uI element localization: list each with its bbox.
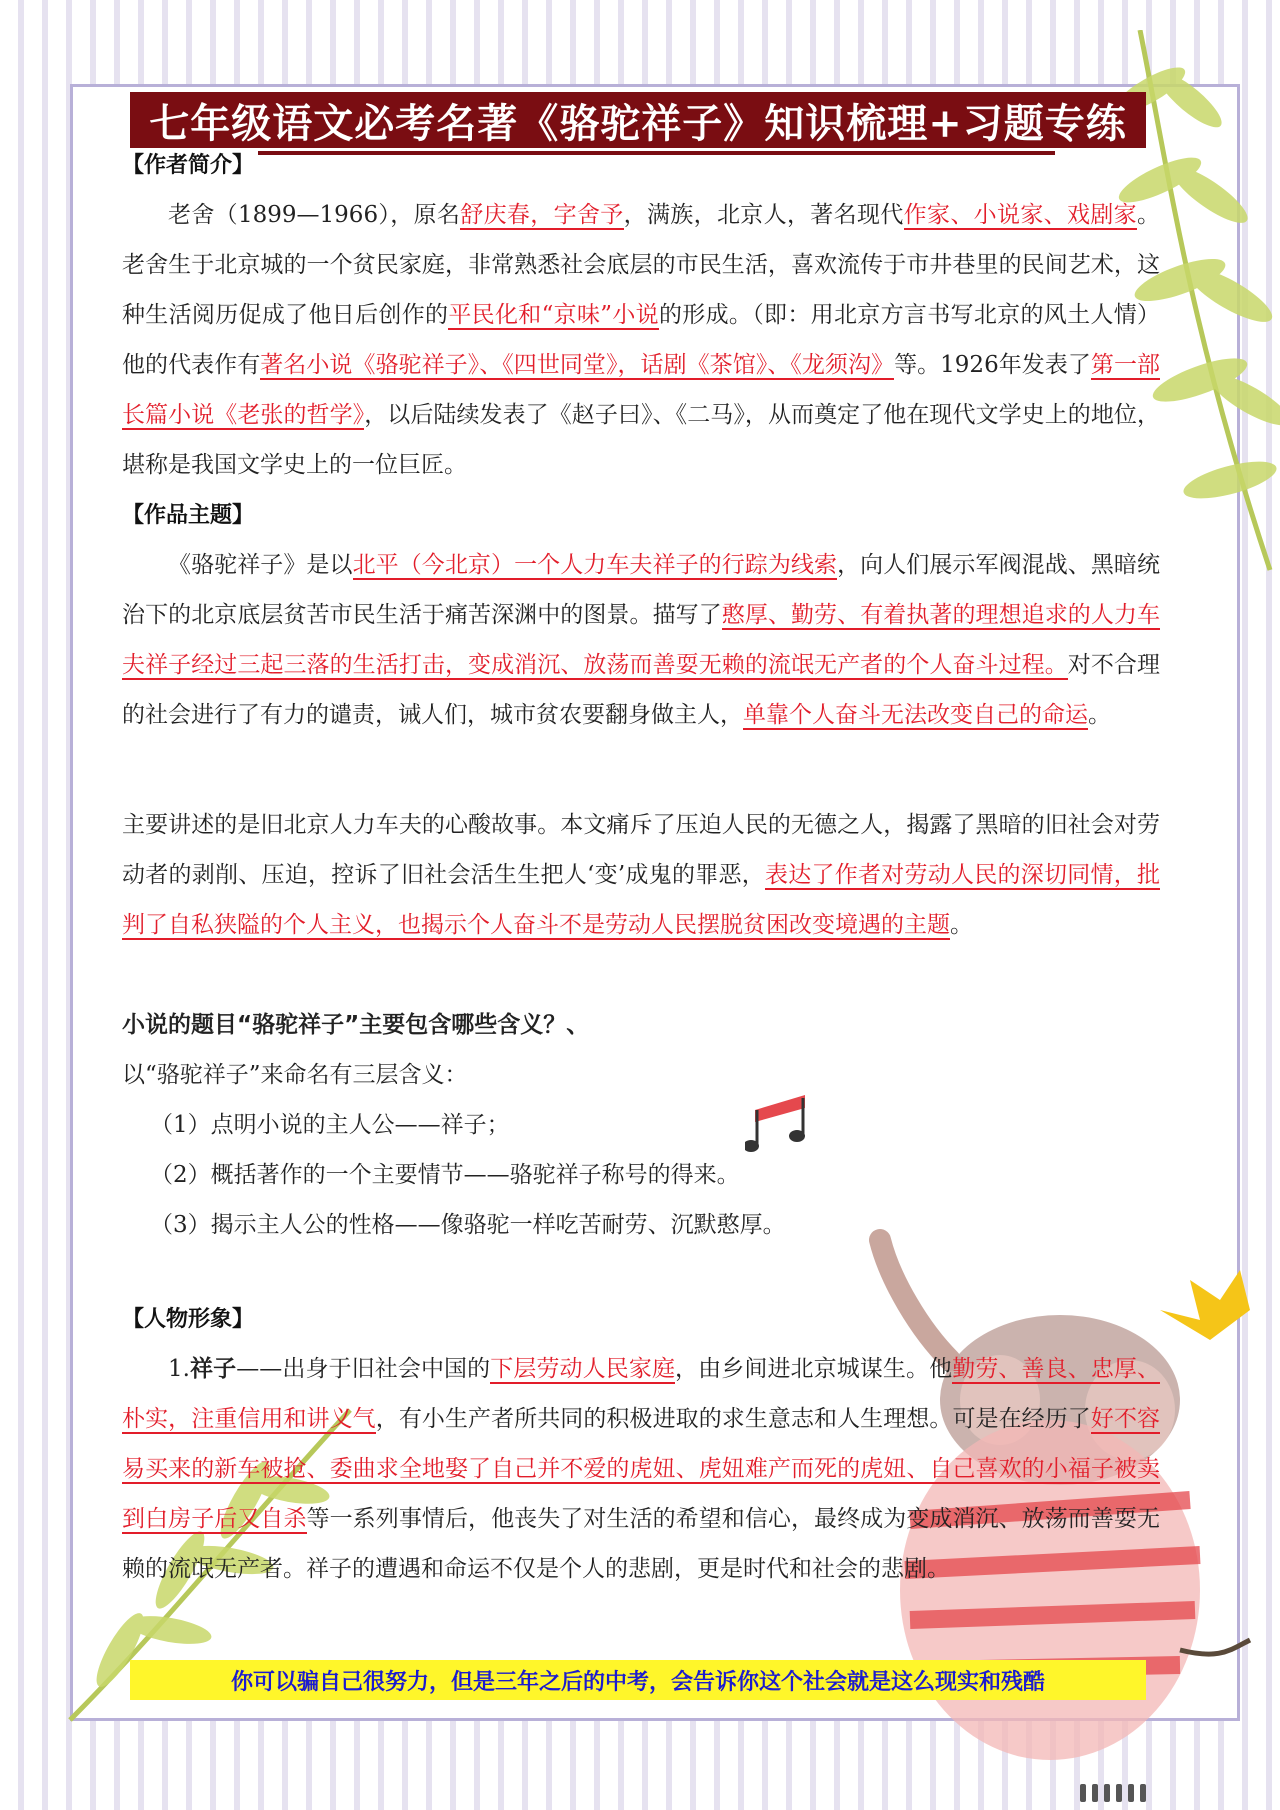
summary-paragraph (122, 800, 1160, 950)
answer-item: （2）概括著作的一个主要情节——骆驼祥子称号的得来。 (150, 1162, 740, 1188)
author-paragraph (122, 190, 1160, 490)
title-underline (122, 151, 1055, 155)
text-run: 。老舍生于北京城的一个贫民家庭，非常熟悉社会底层的市民生活，喜欢流传于市井巷里的民间艺术，这种生活阅历促成了他日后创作的 (122, 202, 1161, 328)
question-text: 小说的题目“骆驼祥子”主要包含哪些含义？、 (122, 1012, 590, 1038)
highlight-run: 作家、小说家、戏剧家 (903, 202, 1138, 228)
highlight-run: 下层劳动人民家庭 (490, 1356, 676, 1382)
text-run: ，以后陆续发表了《赵子曰》、《二马》，从而奠定了他在现代文学史上的地位，堪称是我国文学史上的一位巨匠。 (122, 402, 1161, 478)
text-run: 《骆驼祥子》是以 (168, 552, 353, 578)
text-run: 的形成。（即：用北京方言书写北京的风土人情）他的代表作有 (122, 302, 1161, 378)
section-author-heading: 【作者简介】 (122, 148, 258, 179)
text-run: 。 (1088, 702, 1111, 728)
text-run: ——出身于旧社会中国的 (236, 1356, 491, 1382)
highlight-run: 表达了作者对劳动人民的深切同情，批判了自私狭隘的个人主义，也揭示个人奋斗不是劳动人民摆脱贫困改变境遇的主题 (122, 862, 1160, 938)
text-run: ，有小生产者所共同的积极进取的求生意志和人生理想。可是在经历了 (375, 1406, 1091, 1432)
text-run: 等一系列事情后，他丧失了对生活的希望和信心，最终成为变成消沉、放荡而善耍无赖的流氓无产者。祥子的遭遇和命运不仅是个人的悲剧，更是时代和社会的悲剧。 (122, 1506, 1161, 1582)
page-title: 七年级语文必考名著《骆驼祥子》知识梳理+习题专练 (130, 92, 1146, 148)
text-run: ，由乡间进北京城谋生。他 (675, 1356, 953, 1382)
section-theme-heading: 【作品主题】 (122, 503, 255, 528)
text-run: ，满族，北京人，著名现代 (623, 202, 904, 228)
text-run: 老舍（1899—1966），原名 (168, 202, 461, 228)
theme-paragraph (122, 540, 1160, 740)
highlight-run: 著名小说《骆驼祥子》、《四世同堂》，话剧《茶馆》、《龙须沟》 (260, 352, 895, 378)
character-name: 祥子 (189, 1356, 237, 1382)
highlight-run: 舒庆春，字舍予 (460, 202, 624, 228)
highlight-run: 憨厚、勤劳、有着执著的理想追求的人力车夫祥子经过三起三落的生活打击，变成消沉、放荡而善耍无赖的流氓无产者的个人奋斗过程。 (122, 602, 1161, 678)
highlight-run: 平民化和“京味”小说 (448, 302, 659, 328)
motivational-banner: 你可以骗自己很努力，但是三年之后的中考，会告诉你这个社会就是这么现实和残酷 (130, 1660, 1146, 1700)
character-paragraph (122, 1344, 1160, 1594)
text-run: ，向人们展示军阀混战、黑暗统治下的北京底层贫苦市民生活于痛苦深渊中的图景。描写了 (122, 552, 1161, 628)
text-run: 等。1926年发表了 (894, 352, 1091, 378)
page-edge-marks (1080, 1782, 1260, 1804)
text-run: 主要讲述的是旧北京人力车夫的心酸故事。本文痛斥了压迫人民的无德之人，揭露了黑暗的旧社会对劳动者的剥削、压迫，控诉了旧社会活生生把人‘变’成鬼的罪恶， (122, 812, 1160, 888)
highlight-run: 好不容易买来的新车被抢、委曲求全地娶了自己并不爱的虎妞、虎妞难产而死的虎妞、自己喜欢的小福子被卖到白房子后又自杀 (122, 1406, 1161, 1532)
highlight-run: 北平（今北京）一个人力车夫祥子的行踪为线索 (352, 552, 838, 578)
highlight-run: 第一部长篇小说《老张的哲学》 (122, 352, 1161, 428)
text-run: 对不合理的社会进行了有力的谴责，诫人们，城市贫农要翻身做主人， (122, 652, 1161, 728)
highlight-run: 勤劳、善良、忠厚、朴实，注重信用和讲义气 (122, 1356, 1161, 1432)
answer-item: （1）点明小说的主人公——祥子； (150, 1112, 510, 1138)
list-number: 1. (168, 1356, 190, 1382)
text-run: 。 (950, 912, 973, 938)
answer-intro: 以“骆驼祥子”来命名有三层含义： (122, 1062, 468, 1088)
section-characters-heading: 【人物形象】 (122, 1307, 255, 1332)
answer-item: （3）揭示主人公的性格——像骆驼一样吃苦耐劳、沉默憨厚。 (150, 1212, 786, 1238)
highlight-run: 单靠个人奋斗无法改变自己的命运 (743, 702, 1088, 728)
